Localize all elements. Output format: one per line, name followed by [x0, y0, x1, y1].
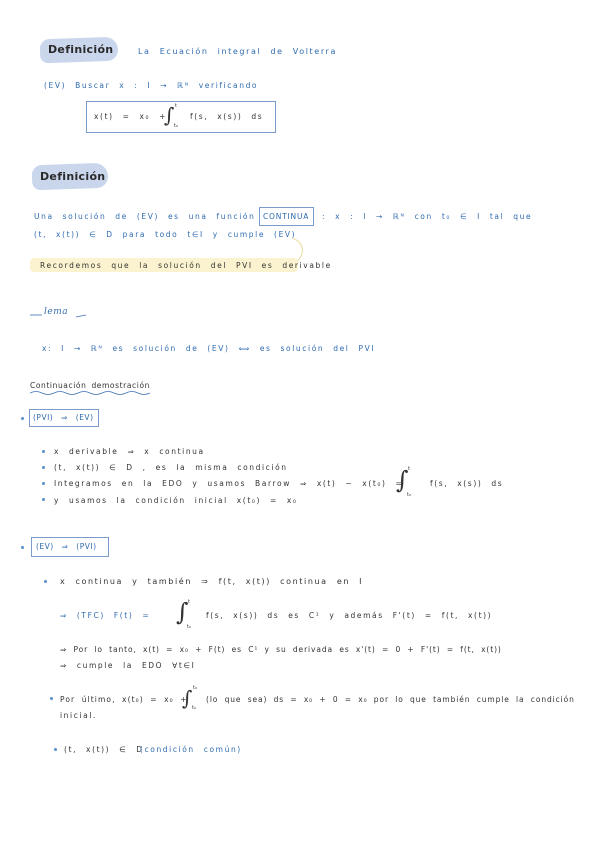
- comun-condition: (t, x(t)) ∈ D: [64, 745, 144, 754]
- definition-badge: Definición: [48, 43, 114, 56]
- part1-integral-rhs: f(s, x(s)) ds: [430, 479, 504, 488]
- integral-upper-limit: t: [188, 599, 190, 605]
- pvi-implies-ev: (PVI) ⇒ (EV): [33, 413, 94, 422]
- integral-upper-limit: t: [408, 466, 410, 472]
- lema-underline: [28, 310, 88, 320]
- tfc-line-a: ⇒ (TFC) F(t) =: [60, 611, 151, 620]
- item-bullet: [54, 748, 57, 751]
- tfc-line-b: f(s, x(s)) ds es C¹ y además F'(t) = f(t, x(t)): [206, 611, 493, 620]
- part1-item-3: Integramos en la EDO y usamos Barrow ⇒ x(t) − x(t₀) =: [54, 479, 404, 488]
- item-bullet: [50, 697, 53, 700]
- derivable-note: Recordemos que la solución del PVI es derivable: [40, 261, 332, 270]
- solution-line-2: (t, x(t)) ∈ D para todo t∈I y cumple (EV): [34, 230, 297, 239]
- por-lo-tanto-line: ⇒ Por lo tanto, x(t) = x₀ + F(t) es C¹ y su derivada es x'(t) = 0 + F'(t) = f(t, x(t)): [60, 645, 502, 654]
- integral-upper-limit: t₀: [193, 685, 197, 691]
- integral-lower-limit: t₀: [174, 123, 178, 129]
- lema-label: lema: [44, 307, 69, 317]
- part1-item-1: x derivable ⇒ x continua: [54, 447, 205, 456]
- ultimo-line-b: (lo que sea) ds = x₀ + 0 = x₀ por lo que también cumple la condición: [206, 695, 575, 704]
- cumple-edo-line: ⇒ cumple la EDO ∀t∈I: [60, 661, 196, 670]
- ultimo-line-a: Por último, x(t₀) = x₀ +: [60, 695, 188, 704]
- integral-lower-limit: t₀: [407, 492, 411, 498]
- ev-implies-pvi: (EV) ⇒ (PVI): [36, 542, 97, 551]
- section-bullet: [21, 546, 24, 549]
- solution-line-1b: : x : I → ℝᴺ con t₀ ∈ I tal que: [322, 212, 533, 221]
- definition-badge: Definición: [40, 170, 106, 183]
- integral-sign: ∫: [396, 466, 409, 494]
- equation-lhs: x(t) = x₀ +: [94, 112, 167, 121]
- integral-upper-limit: t: [175, 103, 177, 109]
- item-bullet: [44, 580, 47, 583]
- demo-title: Continuación demostración: [30, 381, 150, 390]
- part1-item-2: (t, x(t)) ∈ D , es la misma condición: [54, 463, 288, 472]
- item-bullet: [42, 498, 45, 501]
- item-bullet: [42, 466, 45, 469]
- equation-rhs: f(s, x(s)) ds: [190, 112, 264, 121]
- item-bullet: [42, 482, 45, 485]
- lema-statement: x: I → ℝᴺ es solución de (EV) ⟺ es solución del PVI: [42, 344, 376, 353]
- integral-lower-limit: t₀: [187, 624, 191, 630]
- continua-label: CONTINUA: [263, 212, 310, 221]
- comun-label: (condición común): [140, 745, 242, 754]
- definition-title: La Ecuación integral de Volterra: [138, 47, 337, 56]
- integral-sign: ∫: [182, 686, 193, 710]
- integral-sign: ∫: [176, 598, 189, 626]
- item-bullet: [42, 450, 45, 453]
- solution-line-1a: Una solución de (EV) es una función: [34, 212, 256, 221]
- integral-lower-limit: t₀: [192, 705, 196, 711]
- part1-item-4: y usamos la condición inicial x(t₀) = x₀: [54, 496, 298, 505]
- part2-item-1: x continua y también ⇒ f(t, x(t)) continua en I: [60, 577, 364, 586]
- integral-sign: ∫: [164, 103, 175, 127]
- ultimo-line-c: inicial.: [60, 711, 97, 720]
- ev-statement: (EV) Buscar x : I → ℝᴺ verificando: [44, 81, 259, 90]
- section-bullet: [21, 417, 24, 420]
- demo-title-underline: [30, 390, 154, 396]
